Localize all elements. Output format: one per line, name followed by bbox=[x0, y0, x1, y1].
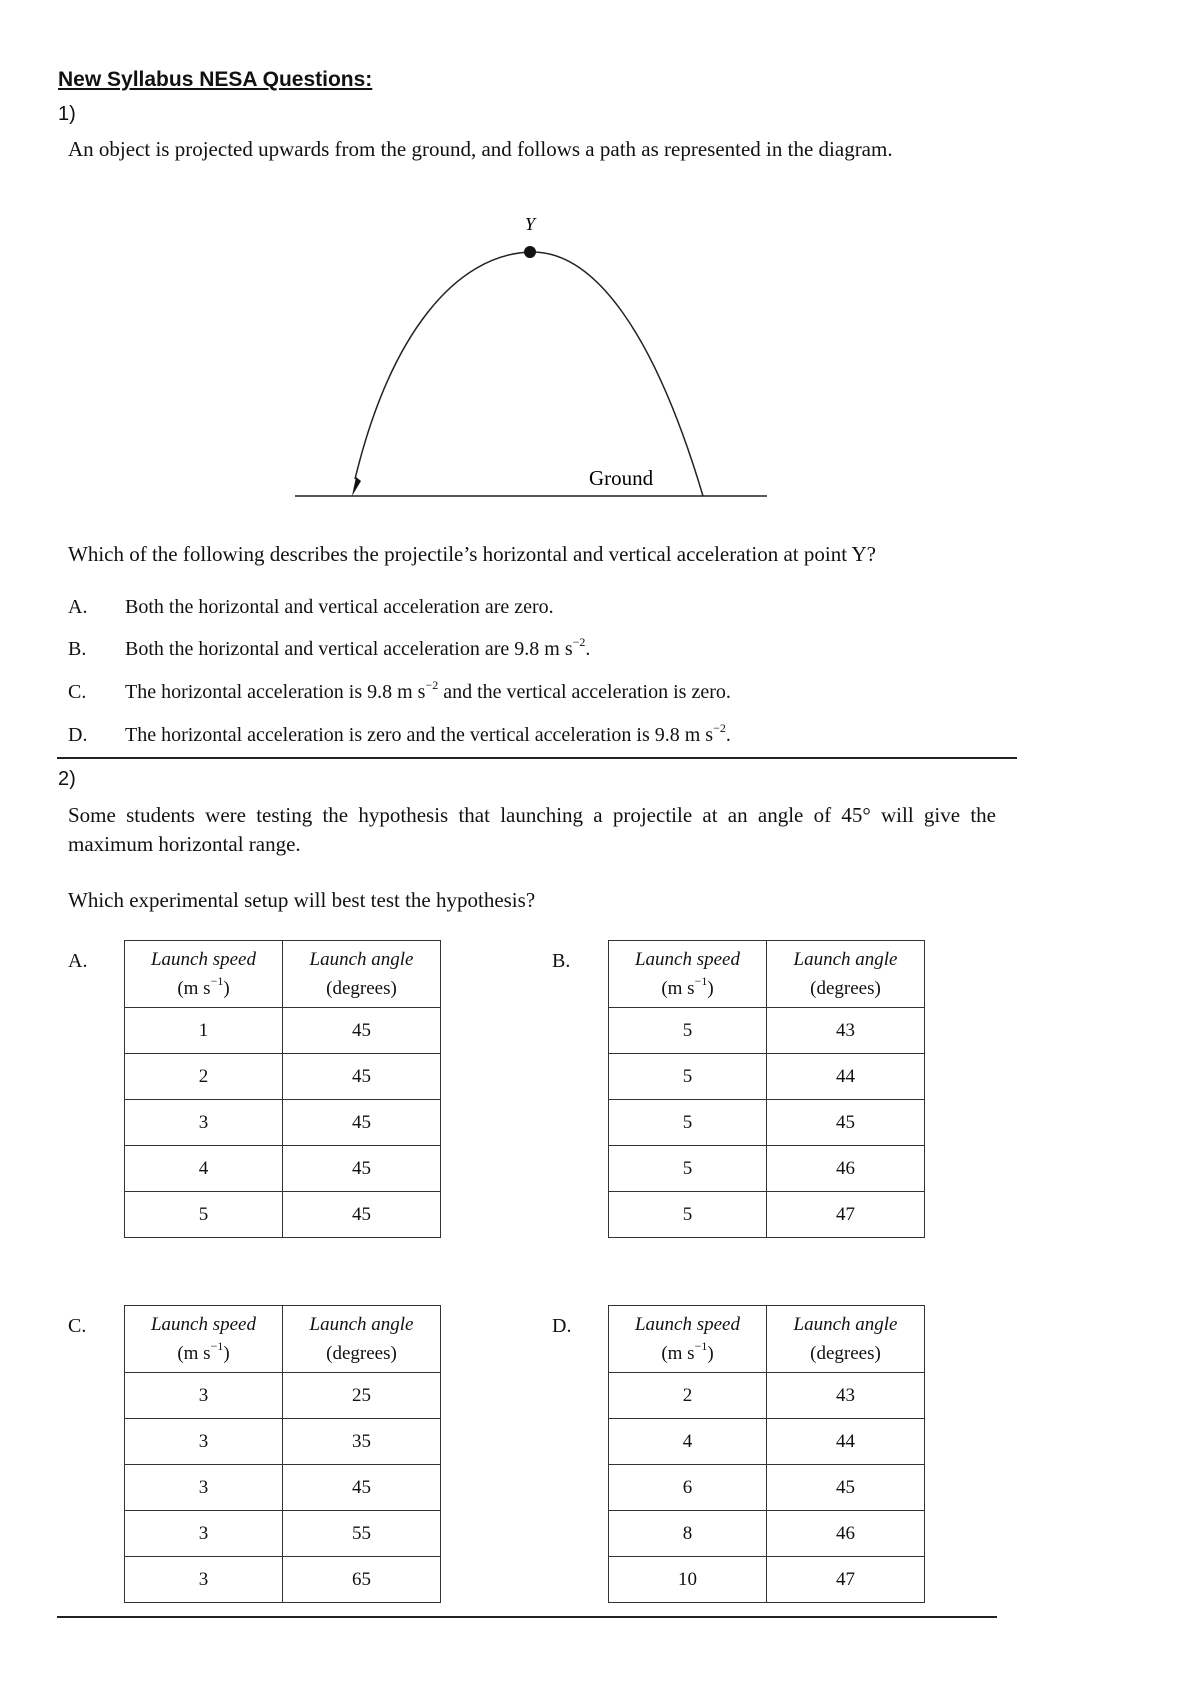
col-launch-angle-header: Launch angle (degrees) bbox=[767, 941, 925, 1008]
page-heading: New Syllabus NESA Questions: bbox=[58, 68, 373, 91]
table-b[interactable] bbox=[608, 940, 925, 1238]
table-b-letter: B. bbox=[552, 950, 571, 972]
table-row: 3 45 bbox=[125, 1100, 441, 1146]
question-1-number: 1) bbox=[58, 103, 76, 125]
trajectory-curve bbox=[355, 252, 703, 496]
question-1-prompt: Which of the following describes the projectile’s horizontal and vertical acceleration at point Y? bbox=[68, 542, 876, 566]
col-launch-speed-header: Launch speed (m $s^{-1}$) bbox=[125, 941, 283, 1008]
question-2-stem: Some students were testing the hypothesis that launching a projectile at an angle of 45° will give the maximum horizontal range. bbox=[68, 803, 996, 856]
question-1-stem: An object is projected upwards from the ground, and follows a path as represented in the diagram. bbox=[68, 137, 893, 161]
table-a-letter: A. bbox=[68, 950, 88, 972]
col-launch-speed-header: Launch speed (m $s^{-1}$) bbox=[609, 941, 767, 1008]
divider-2 bbox=[57, 1616, 997, 1618]
table-row: 2 43 bbox=[609, 1373, 925, 1419]
table-row: 1 45 bbox=[125, 1008, 441, 1054]
launch-arrow-icon bbox=[352, 477, 361, 496]
table-row: 4 44 bbox=[609, 1419, 925, 1465]
table-row: 3 35 bbox=[125, 1419, 441, 1465]
table-row: 2 45 bbox=[125, 1054, 441, 1100]
table-row: 5 45 bbox=[125, 1192, 441, 1238]
option-b[interactable]: B. Both the horizontal and vertical acceleration are 9.8 m $s^{-2}$. bbox=[68, 635, 591, 660]
table-row: 5 47 bbox=[609, 1192, 925, 1238]
option-a[interactable]: A. Both the horizontal and vertical acceleration are zero. bbox=[68, 596, 554, 618]
table-d[interactable] bbox=[608, 1305, 925, 1603]
question-2-prompt: Which experimental setup will best test the hypothesis? bbox=[68, 888, 536, 912]
table-row: 3 65 bbox=[125, 1557, 441, 1603]
col-launch-angle-header: Launch angle (degrees) bbox=[283, 941, 441, 1008]
table-row: 8 46 bbox=[609, 1511, 925, 1557]
table-row: 5 46 bbox=[609, 1146, 925, 1192]
table-row: 6 45 bbox=[609, 1465, 925, 1511]
table-row: 3 25 bbox=[125, 1373, 441, 1419]
divider-1 bbox=[57, 757, 1017, 759]
table-row: 5 45 bbox=[609, 1100, 925, 1146]
ground-label: Ground bbox=[589, 466, 654, 490]
point-y-label: Y bbox=[525, 215, 536, 234]
table-row: 4 45 bbox=[125, 1146, 441, 1192]
col-launch-speed-header: Launch speed (m $s^{-1}$) bbox=[609, 1306, 767, 1373]
col-launch-angle-header: Launch angle (degrees) bbox=[767, 1306, 925, 1373]
col-launch-speed-header: Launch speed (m $s^{-1}$) bbox=[125, 1306, 283, 1373]
table-d-letter: D. bbox=[552, 1315, 572, 1337]
table-c-letter: C. bbox=[68, 1315, 87, 1337]
table-row: 3 45 bbox=[125, 1465, 441, 1511]
table-a[interactable] bbox=[124, 940, 441, 1238]
option-d[interactable]: D. The horizontal acceleration is zero and the vertical acceleration is 9.8 m $s^{-2}$. bbox=[68, 721, 731, 746]
table-row: 3 55 bbox=[125, 1511, 441, 1557]
trajectory-diagram bbox=[295, 215, 775, 505]
question-2-number: 2) bbox=[58, 768, 76, 790]
table-row: 10 47 bbox=[609, 1557, 925, 1603]
option-c[interactable]: C. The horizontal acceleration is 9.8 m $s^{-2}$ and the vertical acceleration is zero. bbox=[68, 678, 731, 703]
point-y-marker bbox=[524, 246, 536, 258]
table-row: 5 44 bbox=[609, 1054, 925, 1100]
table-c[interactable] bbox=[124, 1305, 441, 1603]
col-launch-angle-header: Launch angle (degrees) bbox=[283, 1306, 441, 1373]
table-row: 5 43 bbox=[609, 1008, 925, 1054]
